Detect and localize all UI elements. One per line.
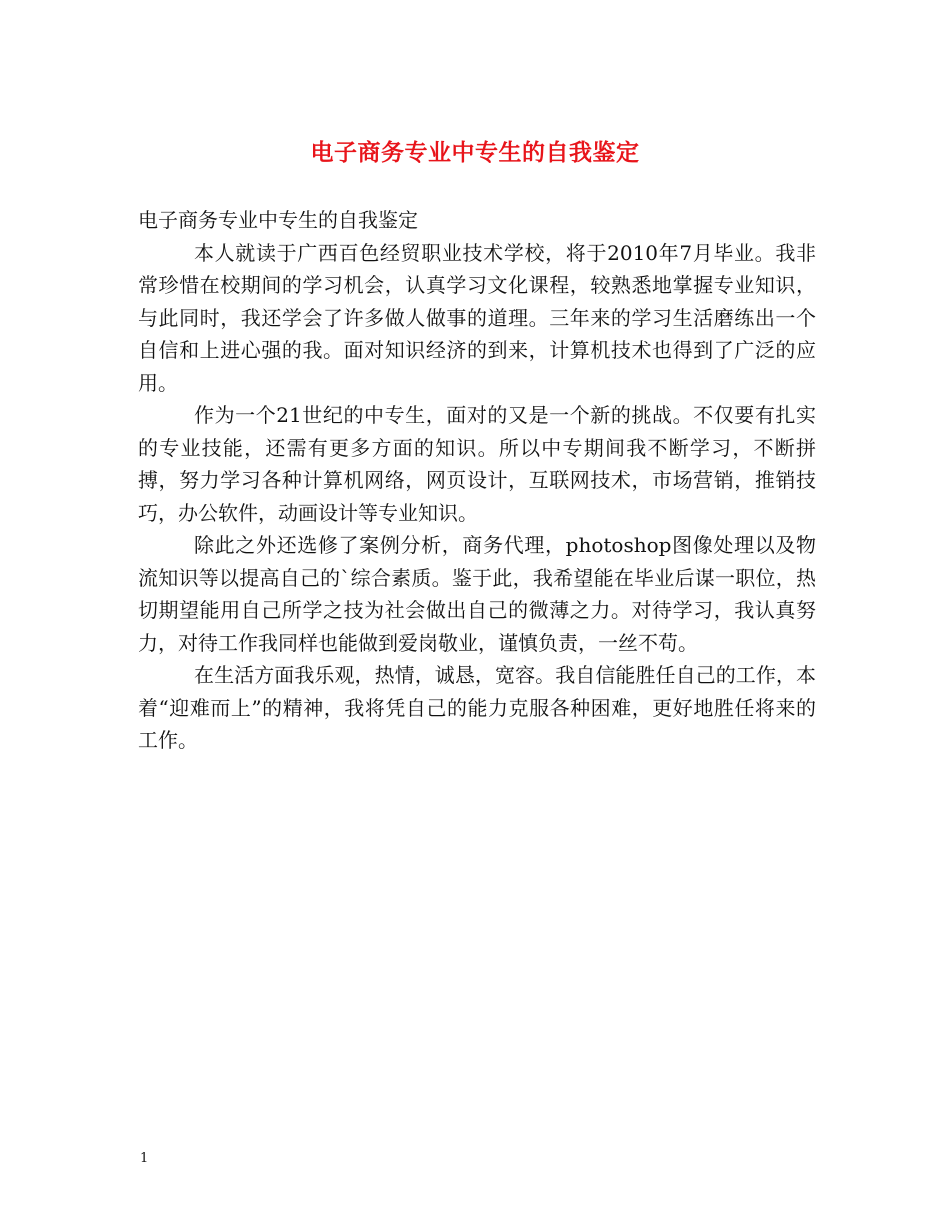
- document-body: [138, 204, 816, 757]
- page-number: 1: [140, 1151, 149, 1166]
- document-title: 电子商务专业中专生的自我鉴定: [310, 140, 640, 166]
- document-subtitle: 电子商务专业中专生的自我鉴定: [138, 208, 418, 232]
- paragraph-3: 除此之外还选修了案例分析，商务代理，photoshop图像处理以及物流知识等以提高自己的`综合素质。鉴于此，我希望能在毕业后谋一职位，热切期望能用自己所学之技为社会做出自己的微薄之力。对待学习，我认真努力，对待工作我同样也能做到爱岗敬业，谨慎负责，一丝不苟。: [138, 533, 816, 655]
- paragraph-1: 本人就读于广西百色经贸职业技术学校，将于2010年7月毕业。我非常珍惜在校期间的学习机会，认真学习文化课程，较熟悉地掌握专业知识，与此同时，我还学会了许多做人做事的道理。三年来的学习生活磨练出一个自信和上进心强的我。面对知识经济的到来，计算机技术也得到了广泛的应用。: [138, 240, 816, 395]
- paragraph-4: 在生活方面我乐观，热情，诚恳，宽容。我自信能胜任自己的工作，本着“迎难而上”的精神，我将凭自己的能力克服各种困难，更好地胜任将来的工作。: [138, 663, 816, 752]
- paragraph-2: 作为一个21世纪的中专生，面对的又是一个新的挑战。不仅要有扎实的专业技能，还需有更多方面的知识。所以中专期间我不断学习，不断拼搏，努力学习各种计算机网络，网页设计，互联网技术，市场营销，推销技巧，办公软件，动画设计等专业知识。: [138, 403, 816, 525]
